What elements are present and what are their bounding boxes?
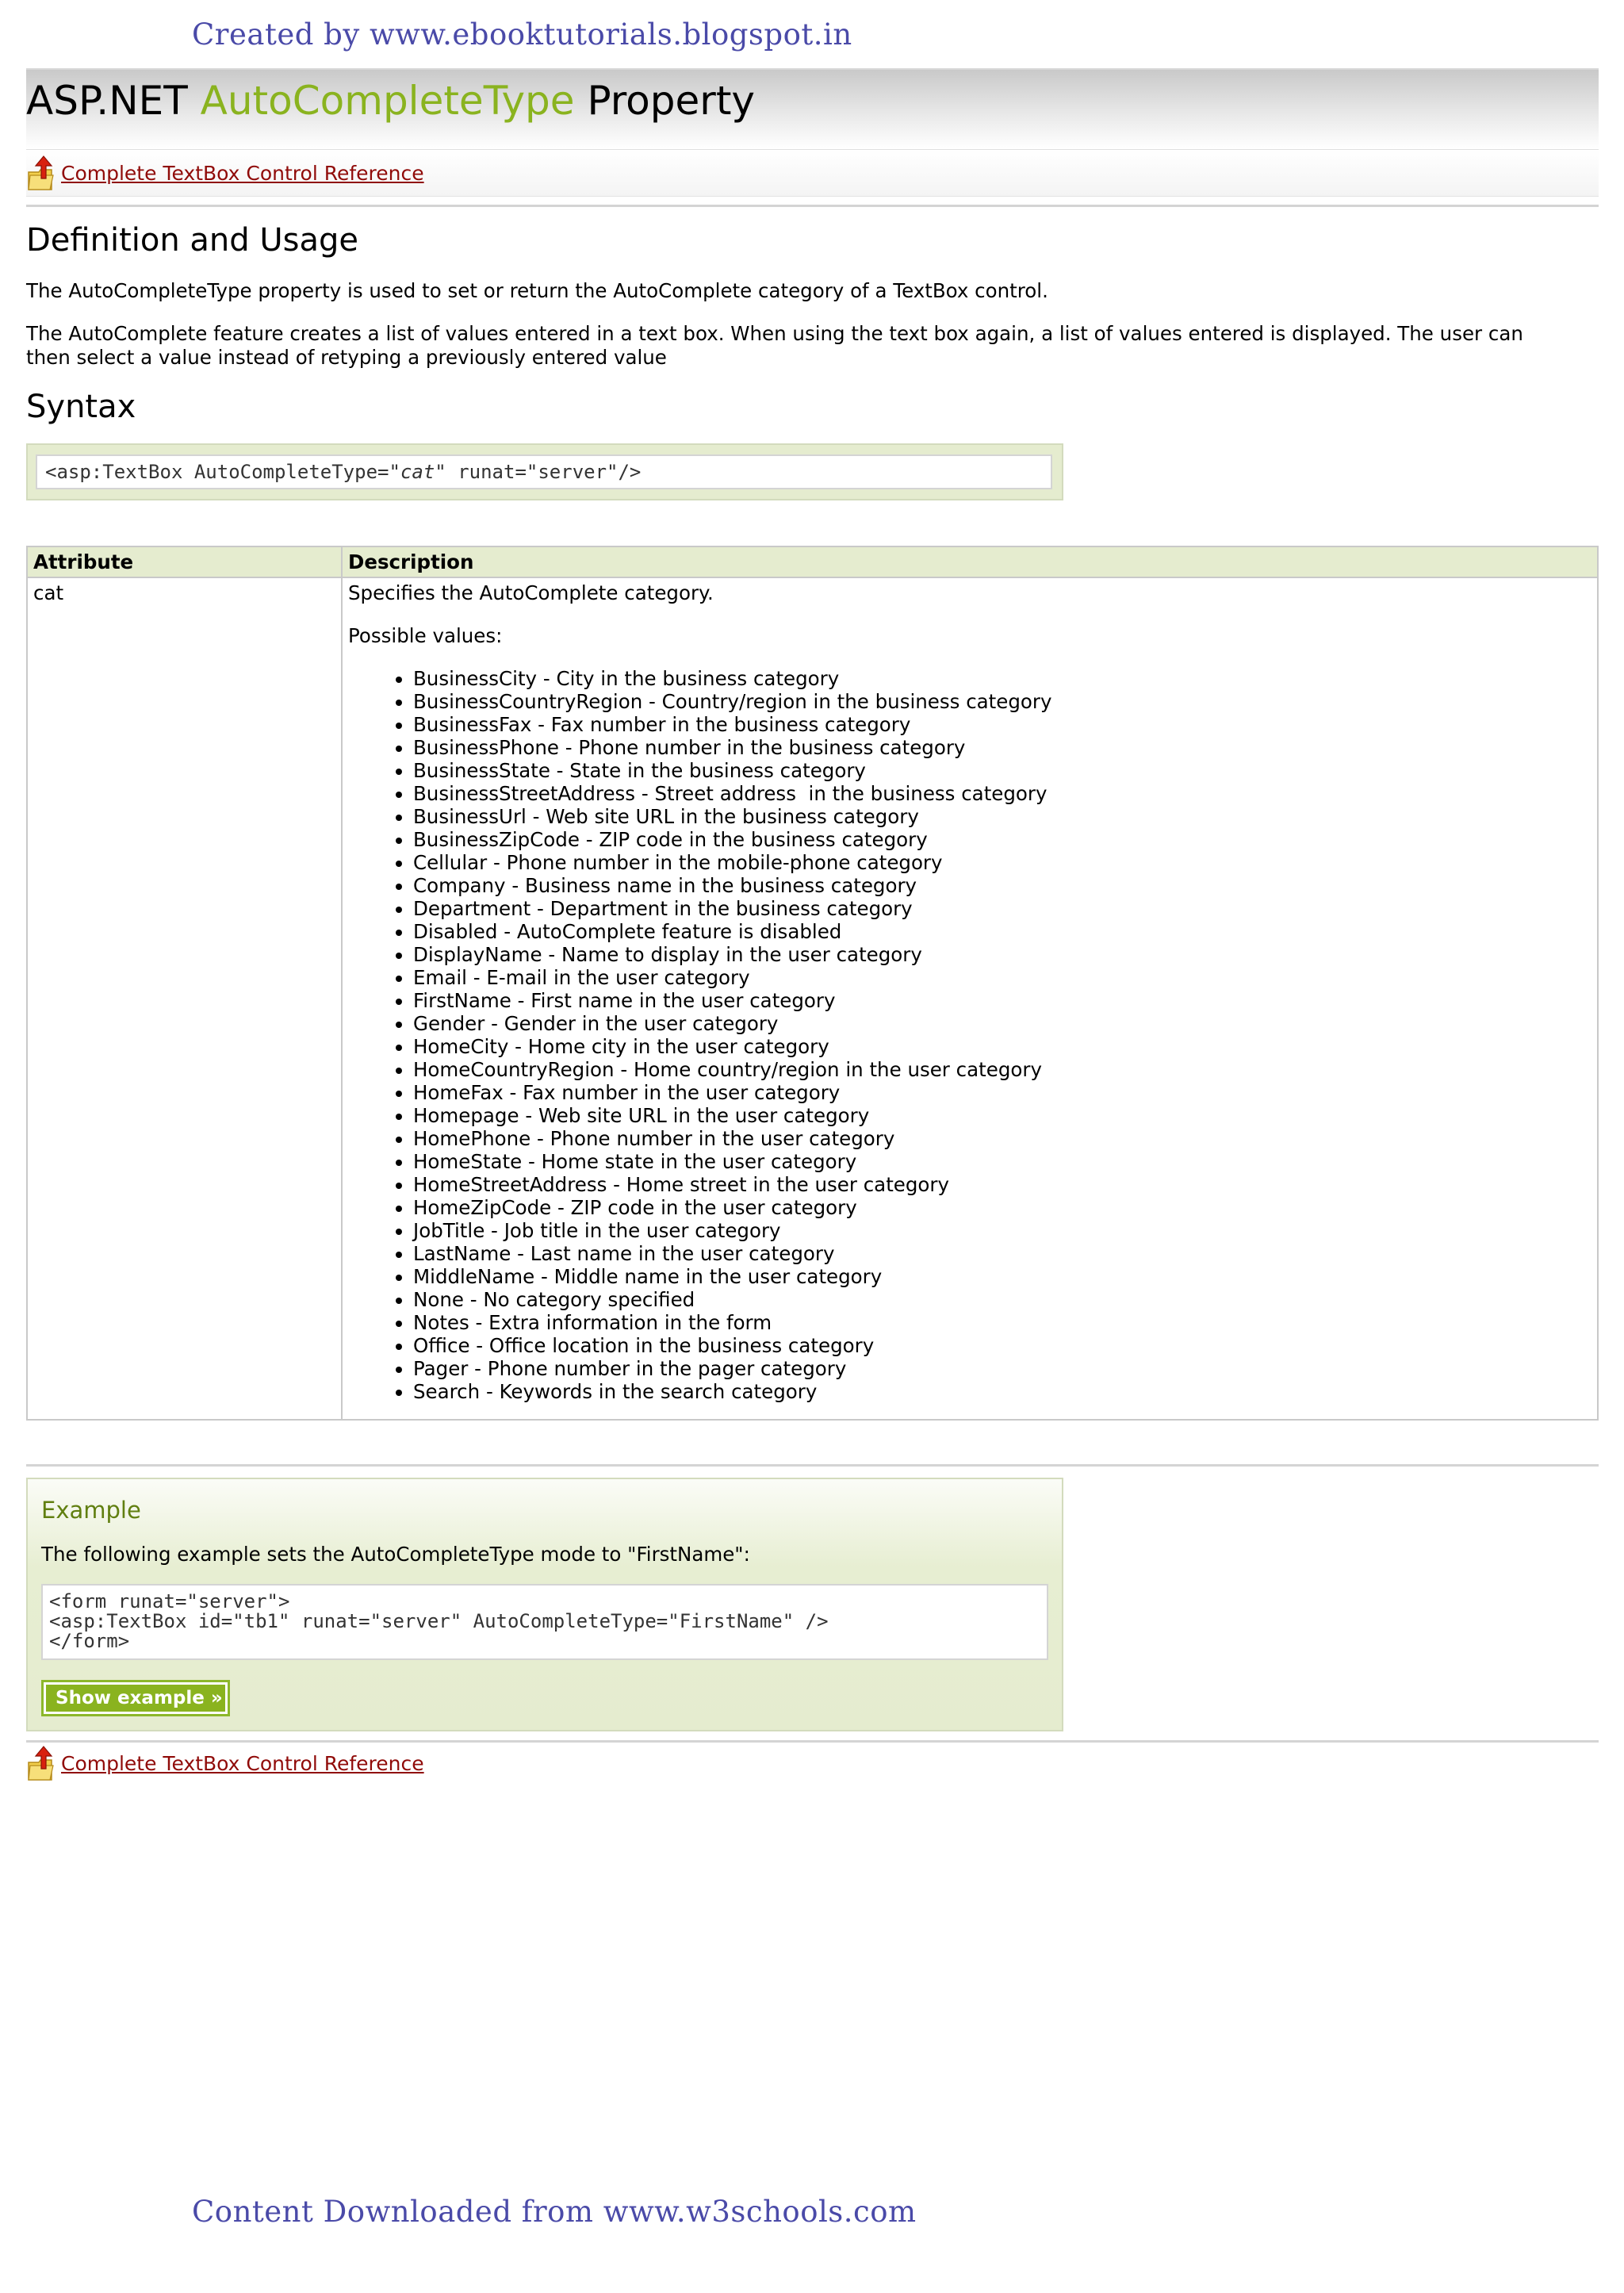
list-item: • HomeZipCode - ZIP code in the user category [413,1196,1591,1219]
list-item: • Company - Business name in the business category [413,874,1591,897]
list-item: • MiddleName - Middle name in the user category [413,1265,1591,1288]
list-item: • DisplayName - Name to display in the user category [413,943,1591,966]
possible-values-list [348,667,1591,1403]
page-title [26,78,755,124]
title-band [26,68,1599,149]
list-item: • HomeCity - Home city in the user category [413,1035,1591,1058]
list-item: • LastName - Last name in the user category [413,1242,1591,1265]
title-prefix: ASP.NET [26,78,201,124]
reference-link-label: Complete TextBox Control Reference [61,161,424,185]
divider [26,1740,1599,1743]
title-accent: AutoCompleteType [200,78,575,124]
example-code-line: <form runat="server"> [49,1590,290,1612]
reference-link-label: Complete TextBox Control Reference [61,1751,424,1775]
example-code-line: </form> [49,1630,130,1652]
example-box [26,1478,1063,1731]
list-item: • Disabled - AutoComplete feature is disabled [413,920,1591,943]
syntax-code-after: " runat="server"/> [435,461,642,483]
list-item: • HomePhone - Phone number in the user category [413,1127,1591,1150]
list-item: • BusinessStreetAddress - Street address in the business category [413,782,1591,805]
list-item: • None - No category specified [413,1288,1591,1311]
up-arrow-folder-icon [26,1745,58,1781]
list-item: • BusinessFax - Fax number in the business category [413,713,1591,736]
table-row [27,577,1598,1420]
list-item: • BusinessUrl - Web site URL in the business category [413,805,1591,828]
list-item: • JobTitle - Job title in the user category [413,1219,1591,1242]
list-item: • Email - E-mail in the user category [413,966,1591,989]
list-item: • HomeCountryRegion - Home country/region in the user category [413,1058,1591,1081]
list-item: • HomeState - Home state in the user category [413,1150,1591,1173]
list-item: • BusinessCountryRegion - Country/region in the business category [413,690,1591,713]
header-credit: Created by www.ebooktutorials.blogspot.in [192,17,852,52]
attribute-cell: cat [27,577,342,1420]
list-item: • Gender - Gender in the user category [413,1012,1591,1035]
definition-paragraph-2 [26,322,1599,370]
definition-heading: Definition and Usage [26,222,359,259]
list-item: • Department - Department in the business category [413,897,1591,920]
reference-band-top [26,149,1599,197]
divider [26,205,1599,207]
table-header-row [27,546,1598,577]
syntax-heading: Syntax [26,389,136,425]
show-example-button-label: Show example » [46,1685,225,1712]
list-item: • Homepage - Web site URL in the user category [413,1104,1591,1127]
list-item: • HomeStreetAddress - Home street in the user category [413,1173,1591,1196]
list-item: • FirstName - First name in the user category [413,989,1591,1012]
definition-paragraph-2-line-2: then select a value instead of retyping a previously entered value [26,346,667,369]
list-item: • Office - Office location in the business category [413,1334,1591,1357]
show-example-button[interactable] [41,1680,230,1716]
table-header-attribute: Attribute [27,546,342,577]
syntax-code-param: cat [400,461,435,483]
example-code [41,1584,1048,1660]
syntax-box [26,443,1063,500]
title-suffix: Property [574,78,756,124]
syntax-code [36,454,1052,489]
reference-link-top[interactable] [26,155,424,191]
list-item: • BusinessZipCode - ZIP code in the business category [413,828,1591,851]
list-item: • Notes - Extra information in the form [413,1311,1591,1334]
list-item: • Pager - Phone number in the pager category [413,1357,1591,1380]
possible-values-label: Possible values: [348,624,503,647]
definition-paragraph-1: The AutoCompleteType property is used to set or return the AutoComplete category of a TextBox control. [26,279,1048,302]
footer-credit: Content Downloaded from www.w3schools.com [192,2195,917,2229]
up-arrow-folder-icon [26,155,58,191]
reference-link-bottom[interactable] [26,1745,424,1781]
example-description: The following example sets the AutoCompleteType mode to "FirstName": [41,1543,750,1566]
syntax-code-before: <asp:TextBox AutoCompleteType=" [45,461,400,483]
list-item: • BusinessCity - City in the business category [413,667,1591,690]
list-item: • Search - Keywords in the search category [413,1380,1591,1403]
definition-paragraph-2-line-1: The AutoComplete feature creates a list of values entered in a text box. When using the text box again, a list of values entered is displayed. The user can [26,322,1523,345]
description-cell [342,577,1598,1420]
list-item: • BusinessPhone - Phone number in the business category [413,736,1591,759]
table-header-description: Description [342,546,1598,577]
divider [26,1464,1599,1467]
list-item: • HomeFax - Fax number in the user category [413,1081,1591,1104]
list-item: • Cellular - Phone number in the mobile-phone category [413,851,1591,874]
attribute-table [26,546,1599,1421]
example-code-line: <asp:TextBox id="tb1" runat="server" AutoCompleteType="FirstName" /> [49,1610,829,1632]
example-title: Example [41,1497,141,1524]
description-text: Specifies the AutoComplete category. [348,581,714,604]
list-item: • BusinessState - State in the business category [413,759,1591,782]
